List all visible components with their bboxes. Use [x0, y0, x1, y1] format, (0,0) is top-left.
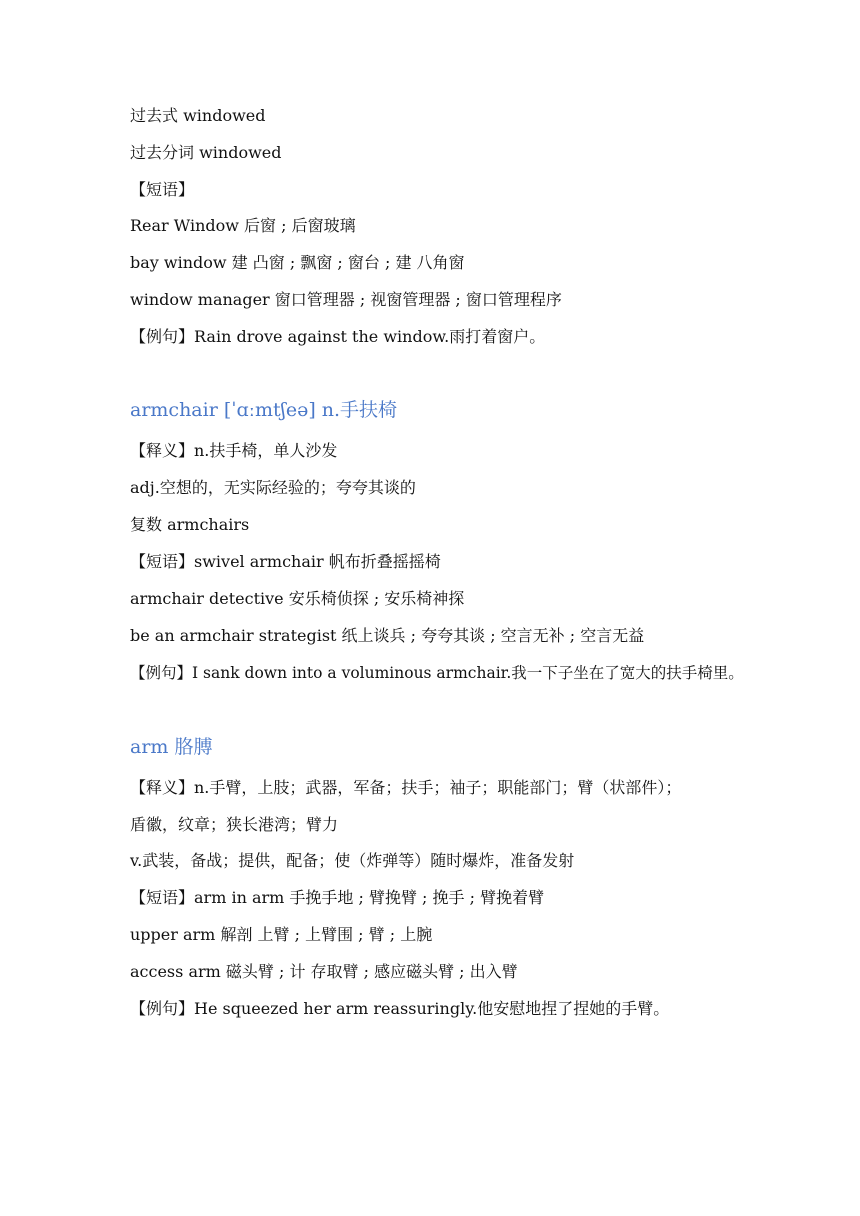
phrase-line: 【短语】arm in arm 手挽手地 ; 臂挽臂 ; 挽手 ; 臂挽着臂: [130, 888, 545, 907]
definition-line: 盾徽，纹章；狭长港湾；臂力: [130, 815, 339, 834]
text-line: 复数 armchairs: [130, 515, 250, 534]
entry-heading-armchair: armchair [ˈɑːmtʃeə] n.手扶椅: [130, 399, 398, 421]
phrase-line: be an armchair strategist 纸上谈兵 ; 夸夸其谈 ; 空言无补 ; 空言无益: [130, 626, 645, 645]
definition-line: 【释义】n.扶手椅，单人沙发: [130, 441, 338, 460]
definition-line: adj.空想的，无实际经验的；夸夸其谈的: [130, 478, 416, 497]
phrase-line: upper arm 解剖 上臂 ; 上臂围 ; 臂 ; 上腕: [130, 925, 433, 944]
example-line: 【例句】He squeezed her arm reassuringly.他安慰地捏了捏她的手臂。: [130, 999, 670, 1018]
phrase-label: 【短语】: [130, 180, 195, 199]
phrase-line: 【短语】swivel armchair 帆布折叠摇摇椅: [130, 552, 441, 571]
phrase-line: Rear Window 后窗 ; 后窗玻璃: [130, 216, 356, 235]
phrase-line: armchair detective 安乐椅侦探 ; 安乐椅神探: [130, 589, 465, 608]
phrase-line: window manager 窗口管理器 ; 视窗管理器 ; 窗口管理程序: [130, 290, 562, 309]
entry-heading-arm: arm 胳膊: [130, 736, 213, 758]
phrase-line: bay window 建 凸窗 ; 飘窗 ; 窗台 ; 建 八角窗: [130, 253, 465, 272]
definition-line: v.武装，备战；提供，配备；使（炸弹等）随时爆炸，准备发射: [130, 851, 575, 870]
text-line: 过去式 windowed: [130, 106, 266, 125]
example-line: 【例句】Rain drove against the window.雨打着窗户。: [130, 327, 546, 346]
phrase-line: access arm 磁头臂 ; 计 存取臂 ; 感应磁头臂 ; 出入臂: [130, 962, 518, 981]
example-line: 【例句】I sank down into a voluminous armchair.我一下子坐在了宽大的扶手椅里。: [130, 664, 744, 682]
text-line: 过去分词 windowed: [130, 143, 282, 162]
definition-line: 【释义】n.手臂，上肢；武器，军备；扶手；袖子；职能部门；臂（状部件）；: [130, 778, 682, 797]
